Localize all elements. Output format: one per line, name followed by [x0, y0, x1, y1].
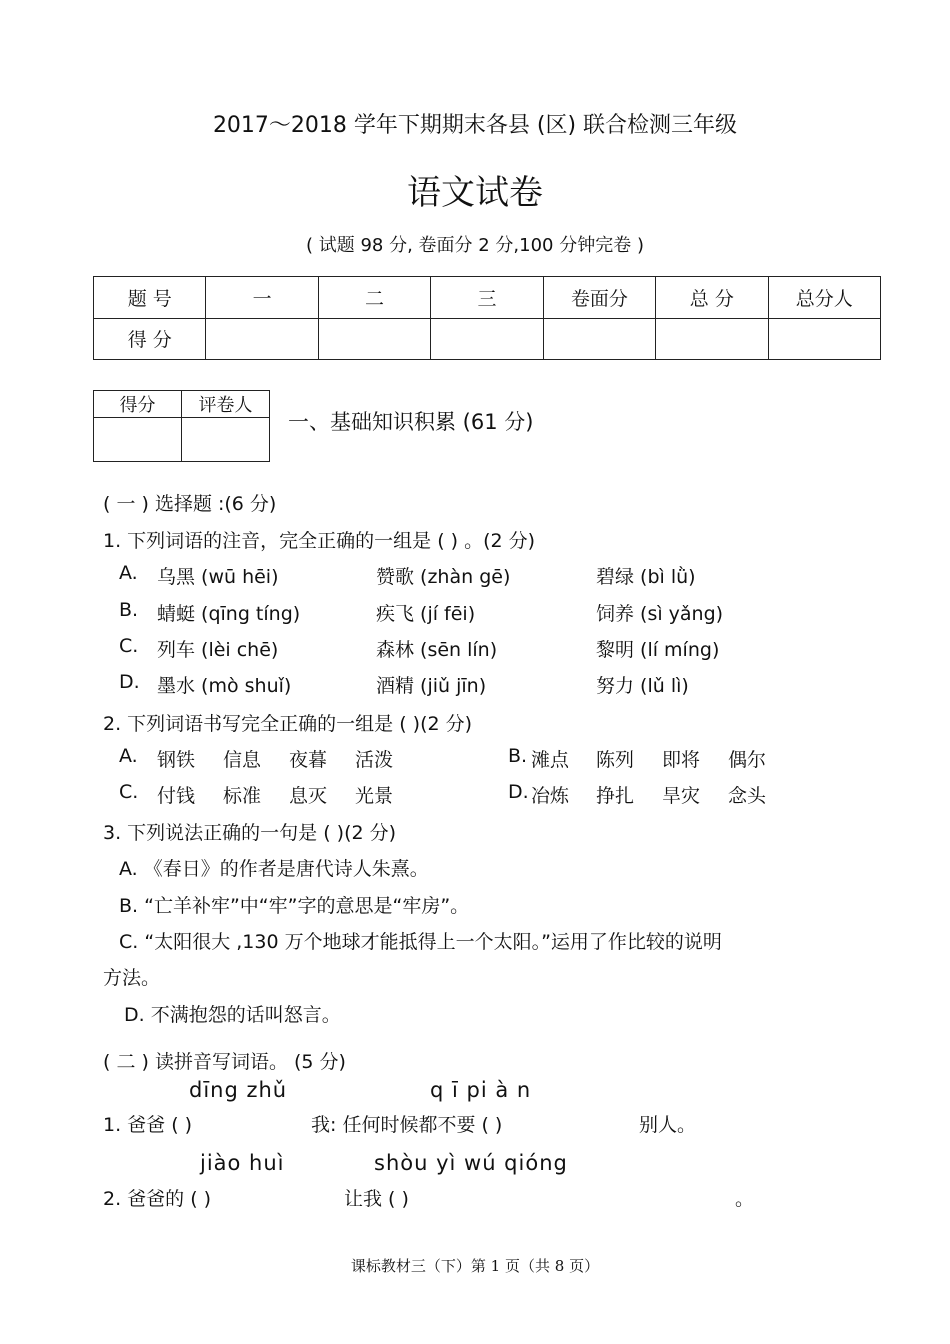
q1-option-d-1: 墨水 (mò shuǐ) [157, 675, 292, 697]
section-1-title: 一、基础知识积累 (61 分) [288, 410, 534, 434]
score-row-label: 得 分 [94, 318, 206, 360]
q1-option-c-letter: C. [119, 635, 139, 657]
q2-word: 标准 [223, 785, 262, 807]
score-table [93, 276, 881, 360]
pinyin-1b: q ī pi à n [430, 1078, 532, 1102]
q2-word: 光景 [355, 785, 394, 807]
q3-option-c: C. “太阳很大 ,130 万个地球才能抵得上一个太阳。”运用了作比较的说明 [119, 931, 722, 953]
grader-score-cell[interactable] [94, 418, 182, 462]
grader-table [93, 390, 270, 462]
q1-option-a-1: 乌黑 (wū hēi) [157, 566, 279, 588]
q2-word: 挣扎 [596, 785, 635, 807]
q2-word: 信息 [223, 749, 262, 771]
score-header-part-3: 三 [431, 277, 543, 319]
q2-word: 夜暮 [289, 749, 328, 771]
q3-option-c-continued: 方法。 [103, 967, 161, 989]
part-1-heading: ( 一 ) 选择题 :(6 分) [103, 493, 277, 515]
q1-option-a-letter: A. [119, 562, 138, 584]
score-header-part-2: 二 [318, 277, 430, 319]
paper-title: 语文试卷 [407, 173, 543, 213]
grader-name-cell[interactable] [182, 418, 270, 462]
q2-word: 钢铁 [157, 749, 196, 771]
score-header-neatness: 卷面分 [543, 277, 655, 319]
q3-option-d: D. 不满抱怨的话叫怒言。 [124, 1004, 341, 1026]
q3-option-b: B. “亡羊补牢”中“牢”字的意思是“牢房”。 [119, 895, 470, 917]
q2-option-d-letter: D. [508, 781, 529, 803]
q2-option-c-letter: C. [119, 781, 139, 803]
q3-option-a: A. 《春日》的作者是唐代诗人朱熹。 [119, 858, 429, 880]
q1-option-d-letter: D. [119, 671, 140, 693]
score-cell[interactable] [768, 318, 880, 360]
page-footer: 课标教材三（下）第 1 页（共 8 页） [350, 1257, 600, 1275]
pinyin-line-2a: 2. 爸爸的 ( ) [103, 1188, 212, 1210]
score-cell[interactable] [543, 318, 655, 360]
grader-score-label: 得分 [94, 391, 182, 418]
q2-option-b-letter: B. [508, 745, 528, 767]
pinyin-line-2c: 。 [735, 1188, 755, 1210]
q2-word: 旱灾 [662, 785, 701, 807]
q2-word: 即将 [662, 749, 701, 771]
part-2-heading: ( 二 ) 读拼音写词语。 (5 分) [103, 1051, 346, 1073]
score-header-question-no: 题 号 [94, 277, 206, 319]
pinyin-line-1b: 我: 任何时候都不要 ( ) [311, 1114, 503, 1136]
q2-word: 念头 [728, 785, 767, 807]
pinyin-line-2b: 让我 ( ) [344, 1188, 409, 1210]
score-header-scorer: 总分人 [768, 277, 880, 319]
pinyin-line-1c: 别人。 [639, 1114, 697, 1136]
q2-word: 偶尔 [728, 749, 767, 771]
score-header-part-1: 一 [206, 277, 318, 319]
q1-stem: 1. 下列词语的注音，完全正确的一组是 ( ) 。(2 分) [103, 530, 536, 552]
q1-option-b-1: 蜻蜓 (qīng tíng) [157, 603, 301, 625]
pinyin-2b: shòu yì wú qióng [374, 1151, 568, 1175]
q1-option-d-3: 努力 (lǔ lì) [596, 675, 689, 697]
q2-word: 活泼 [355, 749, 394, 771]
q2-stem: 2. 下列词语书写完全正确的一组是 ( )(2 分) [103, 713, 473, 735]
pinyin-2a: jiào huì [200, 1151, 285, 1175]
grader-name-label: 评卷人 [182, 391, 270, 418]
q1-option-b-letter: B. [119, 599, 139, 621]
pinyin-line-1a: 1. 爸爸 ( ) [103, 1114, 193, 1136]
q1-option-c-3: 黎明 (lí míng) [596, 639, 720, 661]
q1-option-c-1: 列车 (lèi chē) [157, 639, 279, 661]
q2-word: 息灭 [289, 785, 328, 807]
q3-stem: 3. 下列说法正确的一句是 ( )(2 分) [103, 822, 397, 844]
q2-word: 陈列 [596, 749, 635, 771]
q1-option-d-2: 酒精 (jiǔ jīn) [376, 675, 487, 697]
q1-option-a-3: 碧绿 (bì lǜ) [596, 566, 696, 588]
q1-option-a-2: 赞歌 (zhàn gē) [376, 566, 511, 588]
q1-option-c-2: 森林 (sēn lín) [376, 639, 498, 661]
score-cell[interactable] [206, 318, 318, 360]
score-cell[interactable] [318, 318, 430, 360]
q1-option-b-2: 疾飞 (jí fēi) [376, 603, 476, 625]
score-header-total: 总 分 [656, 277, 768, 319]
q2-word: 滩点 [531, 749, 570, 771]
pinyin-1a: dīng zhǔ [189, 1078, 288, 1102]
q2-word: 冶炼 [531, 785, 570, 807]
q2-option-a-letter: A. [119, 745, 138, 767]
exam-header-line: 2017～2018 学年下期期末各县 (区) 联合检测三年级 [212, 113, 738, 138]
score-cell[interactable] [431, 318, 543, 360]
q2-word: 付钱 [157, 785, 196, 807]
paper-subtitle: ( 试题 98 分, 卷面分 2 分,100 分钟完卷 ) [306, 235, 644, 256]
score-cell[interactable] [656, 318, 768, 360]
q1-option-b-3: 饲养 (sì yǎng) [596, 603, 724, 625]
